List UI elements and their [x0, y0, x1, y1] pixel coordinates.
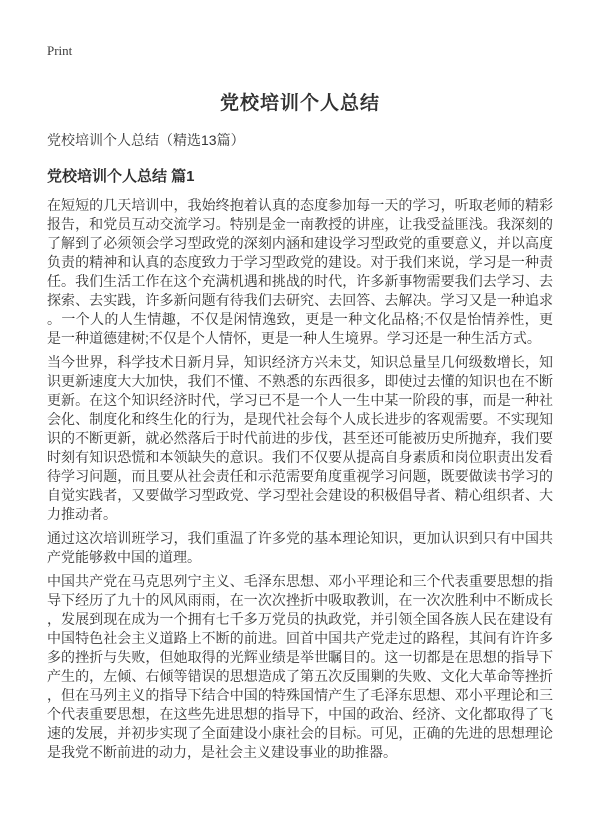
- paragraph: 通过这次培训班学习，我们重温了许多党的基本理论知识，更加认识到只有中国共产党能够救中国的道理。: [47, 530, 553, 565]
- section-heading: 党校培训个人总结 篇1: [47, 168, 195, 185]
- document-body: [47, 196, 553, 762]
- paragraph: 中国共产党在马克思列宁主义、毛泽东思想、邓小平理论和三个代表重要思想的指导下经历了九十的风风雨雨，在一次次挫折中吸取教训，在一次次胜利中不断成长，发展到现在成为一个拥有七千多万党员的执政党，并引领全国各族人民在建设有中国特色社会主义道路上不断的前进。回首中国共产党走过的路程，其间有许许多多的挫折与失败，但她取得的光辉业绩是举世瞩目的。这一切都是在思想的指导下产生的，左倾、右倾等错误的思想造成了第五次反围剿的失败、文化大革命等挫折，但在马列主义的指导下结合中国的特殊国情产生了毛泽东思想、邓小平理论和三个代表重要思想，在这些先进思想的指导下，中国的政治、经济、文化都取得了飞速的发展，并初步实现了全面建设小康社会的目标。可见，正确的先进的思想理论是我党不断前进的动力，是社会主义建设事业的助推器。: [47, 573, 553, 760]
- page-title: 党校培训个人总结: [219, 93, 380, 114]
- paragraph: 在短短的几天培训中，我始终抱着认真的态度参加每一天的学习，听取老师的精彩报告，和党员互动交流学习。特别是金一南教授的讲座，让我受益匪浅。我深刻的了解到了必须领会学习型政党的深刻内涵和建设学习型政党的重要意义，并以高度负责的精神和认真的态度致力于学习型政党的建设。对于我们来说，学习是一种责任。我们生活工作在这个充满机遇和挑战的时代，许多新事物需要我们去学习、去探索、去实践，许多新问题有待我们去研究、去回答、去解决。学习又是一种追求。一个人的人生情趣，不仅是闲情逸致，更是一种文化品格;不仅是怡情养性，更是一种道德建树;不仅是个人情怀，更是一种人生境界。学习还是一种生活方式。: [47, 197, 553, 346]
- print-link[interactable]: Print: [47, 43, 73, 58]
- paragraph: 当今世界，科学技术日新月异，知识经济方兴未艾，知识总量呈几何级数增长，知识更新速度大大加快，我们不懂、不熟悉的东西很多，即使过去懂的知识也在不断更新。在这个知识经济时代，学习已不是一个人一生中某一阶段的事，而是一种社会化、制度化和终生化的行为，是现代社会每个人成长进步的客观需要。不实现知识的不断更新，就必然落后于时代前进的步伐，甚至还可能被历史所抛弃，我们要时刻有知识恐慌和本领缺失的意识。我们不仅要从提高自身素质和岗位职责出发看待学习问题，而且要从社会责任和示范需要角度重视学习问题，既要做读书学习的自觉实践者，又要做学习型政党、学习型社会建设的积极倡导者、精心组织者、大力推动者。: [47, 354, 553, 522]
- document-subtitle: 党校培训个人总结（精选13篇）: [47, 132, 245, 148]
